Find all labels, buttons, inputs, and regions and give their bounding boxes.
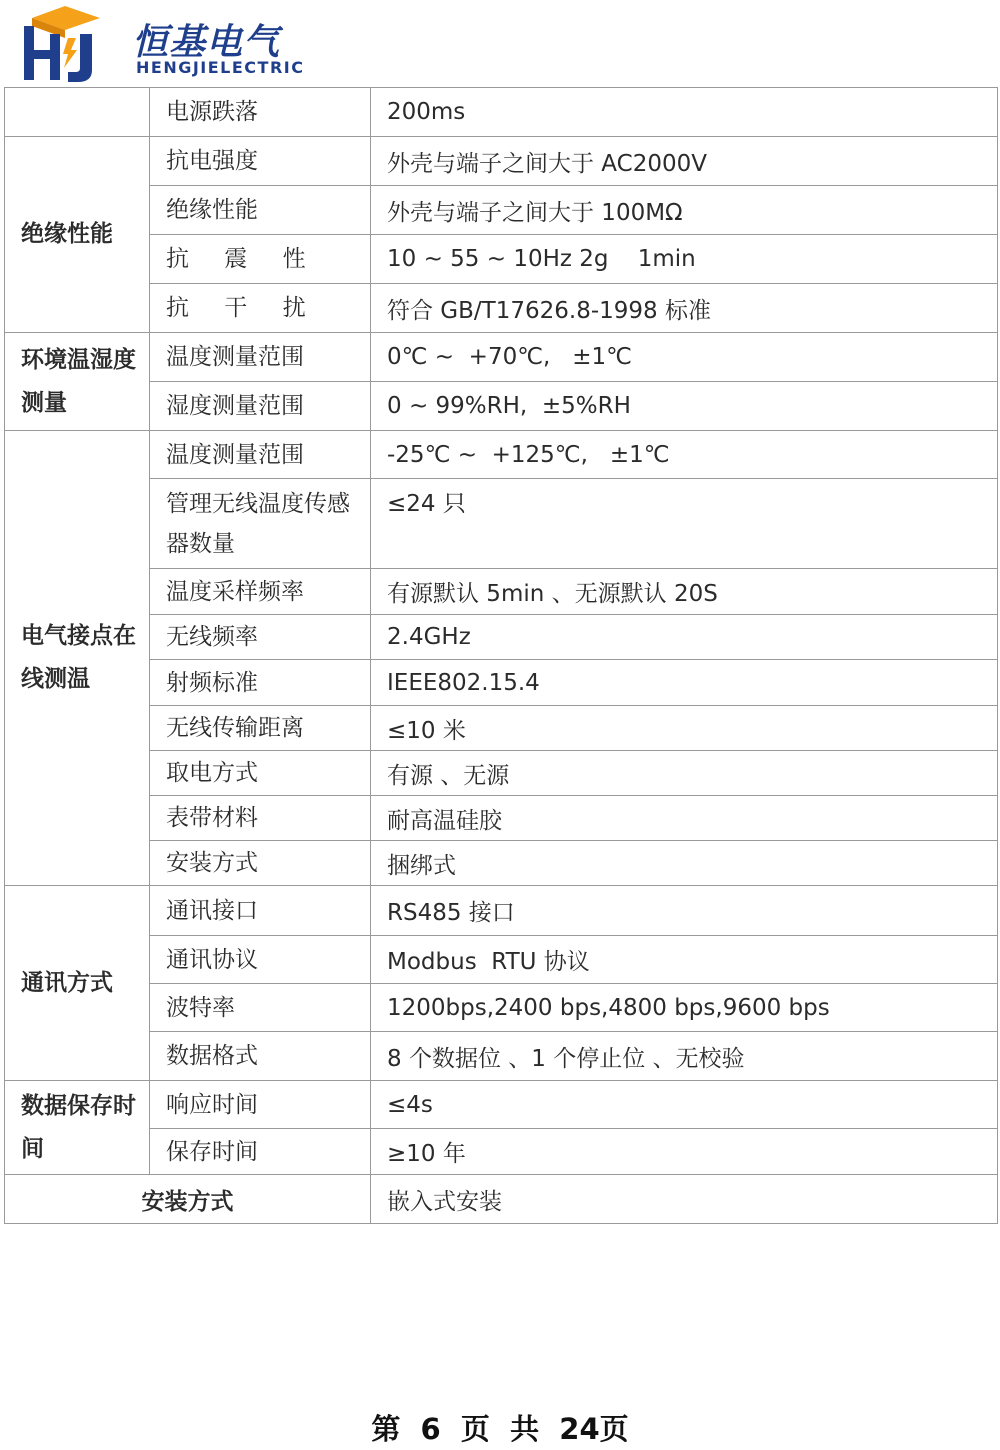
value-cell: 200ms (371, 88, 998, 137)
value-cell: ≤10 米 (371, 706, 998, 751)
table-row (5, 333, 998, 382)
param-cell: 无线传输距离 (150, 706, 371, 751)
param-cell: 波特率 (150, 984, 371, 1032)
param-cell: 电源跌落 (150, 88, 371, 137)
table-row (5, 660, 998, 706)
table-row (5, 88, 998, 137)
company-logo (20, 4, 310, 84)
value-cell: -25℃ ~ +125℃, ±1℃ (371, 431, 998, 479)
table-row (5, 186, 998, 235)
param-cell: 抗 干 扰 (150, 284, 371, 333)
param-cell: 表带材料 (150, 796, 371, 841)
category-cell: 电气接点在线测温 (5, 431, 150, 886)
value-cell: RS485 接口 (371, 886, 998, 936)
page-number: 第 6 页 共 24页 (371, 1412, 629, 1446)
category-cell: 环境温湿度测量 (5, 333, 150, 431)
category-cell: 通讯方式 (5, 886, 150, 1081)
param-cell: 温度采样频率 (150, 569, 371, 615)
table-row (5, 479, 998, 569)
value-cell: 0℃ ~ +70℃, ±1℃ (371, 333, 998, 382)
value-cell: 耐高温硅胶 (371, 796, 998, 841)
value-cell: 嵌入式安装 (371, 1175, 998, 1224)
param-cell: 抗电强度 (150, 137, 371, 186)
table-row (5, 886, 998, 936)
table-row (5, 841, 998, 886)
value-cell: IEEE802.15.4 (371, 660, 998, 706)
table-row (5, 1081, 998, 1129)
param-cell: 管理无线温度传感器数量 (150, 479, 371, 569)
table-row (5, 569, 998, 615)
table-row (5, 615, 998, 660)
value-cell: 外壳与端子之间大于 AC2000V (371, 137, 998, 186)
category-cell-empty (5, 88, 150, 137)
param-cell: 保存时间 (150, 1129, 371, 1175)
value-cell: 有源默认 5min 、无源默认 20S (371, 569, 998, 615)
brand-name-en: HENGJIELECTRIC (136, 58, 305, 77)
table-row (5, 382, 998, 431)
param-cell: 温度测量范围 (150, 431, 371, 479)
value-cell: 捆绑式 (371, 841, 998, 886)
param-cell: 温度测量范围 (150, 333, 371, 382)
value-cell: 符合 GB/T17626.8-1998 标准 (371, 284, 998, 333)
table-row (5, 936, 998, 984)
param-cell: 数据格式 (150, 1032, 371, 1081)
param-cell: 无线频率 (150, 615, 371, 660)
table-row (5, 431, 998, 479)
table-row (5, 1129, 998, 1175)
category-cell: 数据保存时间 (5, 1081, 150, 1175)
param-cell: 抗 震 性 (150, 235, 371, 284)
table-row (5, 235, 998, 284)
value-cell: 0 ~ 99%RH, ±5%RH (371, 382, 998, 431)
param-cell: 安装方式 (150, 841, 371, 886)
install-method-label: 安装方式 (5, 1175, 371, 1224)
category-cell: 绝缘性能 (5, 137, 150, 333)
table-row (5, 751, 998, 796)
spec-table (4, 87, 998, 1224)
hj-logo-icon (20, 4, 110, 84)
value-cell: 10 ~ 55 ~ 10Hz 2g 1min (371, 235, 998, 284)
param-cell: 湿度测量范围 (150, 382, 371, 431)
value-cell: 2.4GHz (371, 615, 998, 660)
table-row (5, 706, 998, 751)
table-row (5, 984, 998, 1032)
param-cell: 绝缘性能 (150, 186, 371, 235)
table-row (5, 1032, 998, 1081)
value-cell: ≤4s (371, 1081, 998, 1129)
param-cell: 通讯接口 (150, 886, 371, 936)
value-cell: Modbus RTU 协议 (371, 936, 998, 984)
value-cell: 有源 、无源 (371, 751, 998, 796)
param-cell: 取电方式 (150, 751, 371, 796)
table-row (5, 284, 998, 333)
table-row (5, 1175, 998, 1224)
value-cell: ≤24 只 (371, 479, 998, 569)
value-cell: 1200bps,2400 bps,4800 bps,9600 bps (371, 984, 998, 1032)
table-row (5, 796, 998, 841)
value-cell: 8 个数据位 、1 个停止位 、无校验 (371, 1032, 998, 1081)
brand-name-cn: 恒基电气 (132, 22, 281, 63)
param-cell: 通讯协议 (150, 936, 371, 984)
table-row (5, 137, 998, 186)
param-cell: 响应时间 (150, 1081, 371, 1129)
value-cell: 外壳与端子之间大于 100MΩ (371, 186, 998, 235)
value-cell: ≥10 年 (371, 1129, 998, 1175)
param-cell: 射频标准 (150, 660, 371, 706)
